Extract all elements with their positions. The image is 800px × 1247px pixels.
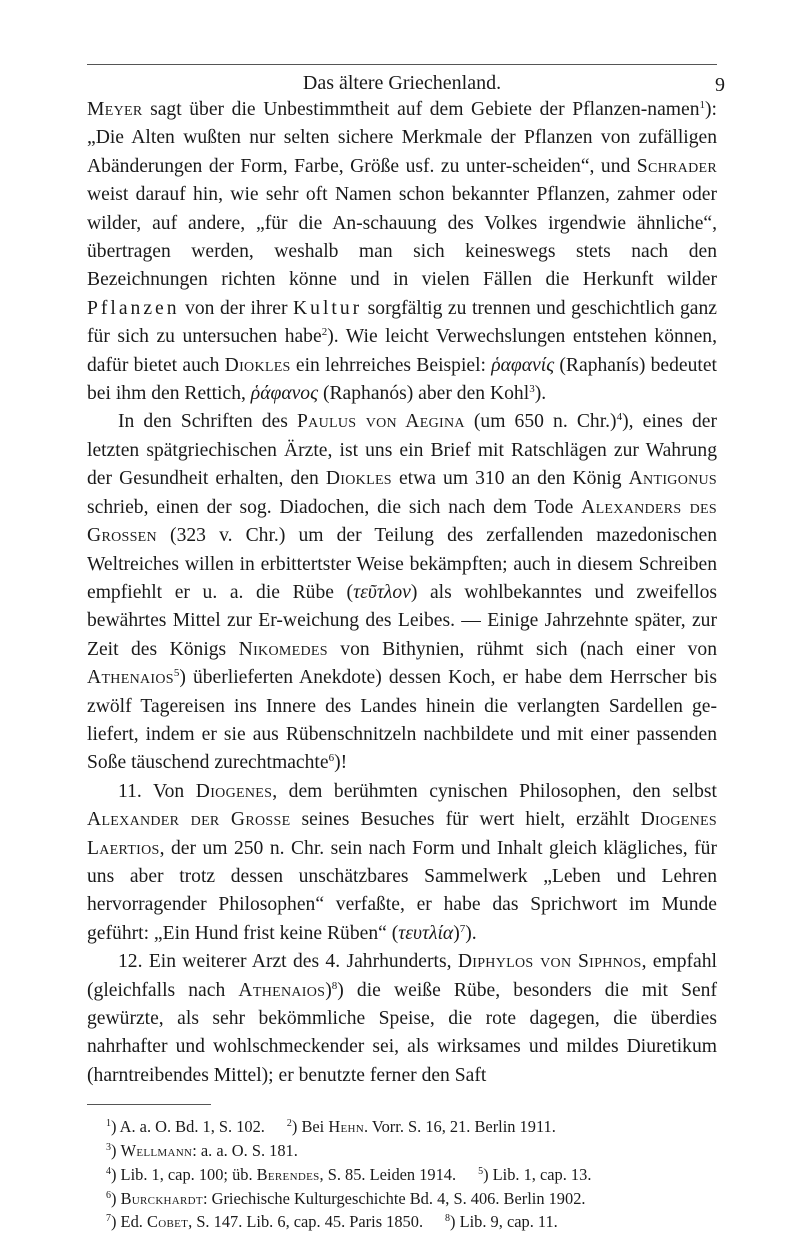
text-run: In den Schriften des bbox=[118, 411, 297, 433]
footnote-text: . Vorr. S. 16, 21. Berlin 1911. bbox=[363, 1117, 556, 1137]
text-run: schrieb, einen der sog. Diadochen, die sich nach dem Tode bbox=[87, 496, 582, 518]
author-name: Antigonus bbox=[628, 468, 718, 490]
text-run: ). bbox=[465, 922, 477, 944]
text-run: weist darauf hin, wie sehr oft Namen schon bekannter Pflanzen, zahmer oder wilder, auf andere, „für die An-schauung des Volkes irgendwie ähnliche“, übertragen werden, weshalb man sich keineswegs stets nach den Bezeichnungen richten könne und in vielen Fällen die Herkunft wilder bbox=[87, 184, 717, 291]
greek-word: τεῦτλον bbox=[353, 581, 411, 603]
author-name: Diokles bbox=[325, 468, 392, 490]
author-name: Athenaios bbox=[238, 979, 326, 1001]
author-name: Alexander der Grosse bbox=[87, 809, 291, 831]
footnotes bbox=[87, 1115, 717, 1234]
footnote-text: ) Lib. 9, cap. 11. bbox=[450, 1212, 558, 1232]
paragraph-meyer bbox=[87, 96, 717, 408]
header-rule bbox=[87, 64, 717, 65]
footnote-ref: 4 bbox=[616, 411, 623, 424]
footnote-line bbox=[87, 1187, 717, 1211]
text-run: etwa um 310 an den König bbox=[391, 468, 629, 490]
text-run: 12. Ein weiterer Arzt des 4. Jahrhunderts, bbox=[118, 951, 458, 973]
author-name: Paulus von Aegina bbox=[296, 411, 465, 433]
greek-word: ῥάφανος bbox=[250, 383, 319, 405]
text-run: , der um 250 n. Chr. sein nach Form und Inhalt gleich klägliches, für uns aber trotz dessen unschätzbares Sammelwerk „Leben und Lehren hervorragender Philosophen“ verfaßte, er habe das Sprichwort im Munde geführt: „Ein Hund frist keine Rüben“ ( bbox=[87, 837, 717, 944]
paragraph-paulus bbox=[87, 408, 717, 777]
footnote-text: : a. a. O. S. 181. bbox=[192, 1141, 298, 1161]
footnote-line bbox=[87, 1115, 717, 1139]
footnote-ref: 7 bbox=[459, 922, 466, 935]
footnote-text: ) bbox=[111, 1141, 121, 1161]
text-run: von der ihrer bbox=[179, 297, 294, 319]
text-run: sagt über die Unbestimmtheit auf dem Gebiete der Pflanzen-namen bbox=[142, 99, 700, 120]
footnote-author: Wellmann bbox=[120, 1141, 193, 1161]
text-run: )! bbox=[334, 752, 348, 774]
author-name: Diokles bbox=[224, 354, 291, 376]
text-run: ) als wohlbekanntes und zweifellos bewährtes Mittel zur Er-weichung des Leibes. — Einige Jahrzehnte später, zur Zeit des Königs bbox=[87, 581, 718, 660]
text-run: seines Besuches für wert hielt, erzählt bbox=[290, 809, 641, 831]
emphasis: Pflanzen bbox=[87, 297, 180, 319]
author-name: Nikomedes bbox=[238, 638, 328, 660]
footnote-number: 5 bbox=[478, 1165, 484, 1177]
text-run: (Raphanís) bedeutet bei ihm den Rettich, bbox=[87, 354, 717, 405]
text-run: ). bbox=[534, 383, 547, 405]
text-run: (um 650 n. Chr.) bbox=[464, 411, 617, 433]
text-run: ein lehrreiches Beispiel: bbox=[290, 354, 492, 376]
emphasis: Kultur bbox=[293, 297, 363, 319]
footnote-text: ) Lib. 1, cap. 100; üb. bbox=[111, 1164, 257, 1184]
footnote-author: Berendes bbox=[256, 1164, 320, 1184]
footnote-ref: 6 bbox=[328, 752, 335, 765]
footnote-number: 4 bbox=[106, 1165, 111, 1177]
footnote-text: ) Ed. bbox=[111, 1212, 147, 1232]
greek-word: τευτλία bbox=[398, 922, 454, 944]
footnote-ref: 8 bbox=[331, 979, 338, 992]
book-page bbox=[87, 0, 725, 1234]
text-run: ), eines der letzten spätgriechischen Ärzte, ist uns ein Brief mit Ratschlägen zur Wahrung der Gesundheit erhalten, den bbox=[87, 411, 717, 490]
paragraph-diogenes bbox=[87, 778, 717, 948]
text-run: (Raphanós) aber den Kohl bbox=[318, 383, 530, 405]
footnote-line bbox=[87, 1139, 717, 1163]
footnote-text: ) Bei bbox=[291, 1117, 329, 1137]
footnote-text: ) A. a. O. Bd. 1, S. 102. bbox=[111, 1117, 265, 1137]
footnote-text: ) Lib. 1, cap. 13. bbox=[483, 1164, 592, 1184]
footnote-number: 2 bbox=[286, 1118, 292, 1130]
text-run: sorgfältig zu trennen und geschichtlich ganz für sich zu untersuchen habe bbox=[87, 297, 717, 348]
text-run: ) die weiße Rübe, besonders die mit Senf gewürzte, als sehr bekömmliche Speise, die rote dagegen, die überdies nahrhafter und wohlschmeckender sei, als wirksames und mildes Diuretikum (harntreibendes Mittel); er benutzte ferner den Saft bbox=[87, 979, 717, 1086]
author-name: Diogenes Laertios bbox=[87, 809, 717, 859]
footnote-text: , S. 147. Lib. 6, cap. 45. Paris 1850. bbox=[188, 1212, 424, 1232]
text-run: ). Wie leicht Verwechslungen entstehen können, dafür bietet auch bbox=[87, 326, 717, 376]
running-head: Das ältere Griechenland. bbox=[302, 72, 502, 94]
text-run: ) bbox=[453, 922, 460, 944]
text-run: 11. Von bbox=[118, 780, 196, 802]
author-name: Alexanders des Grossen bbox=[87, 496, 717, 547]
text-run: (323 v. Chr.) um der Teilung des zerfallenden mazedonischen Weltreiches willen in erbittertster Weise bekämpften; auch in diesem Schreiben empfiehlt er u. a. die Rübe ( bbox=[87, 525, 717, 603]
footnote-ref: 3 bbox=[529, 383, 535, 396]
author-name: Meyer bbox=[87, 99, 143, 120]
text-run: von Bithynien, rühmt sich (nach einer von bbox=[327, 638, 717, 660]
text-run: , dem berühmten cynischen Philosophen, den selbst bbox=[272, 780, 717, 802]
page-header bbox=[87, 0, 725, 96]
footnote-text: ) bbox=[111, 1188, 121, 1208]
footnote-author: Cobet bbox=[146, 1212, 189, 1232]
footnote-line bbox=[87, 1210, 717, 1234]
paragraph-diphylos bbox=[87, 948, 717, 1090]
footnote-author: Hehn bbox=[328, 1117, 364, 1137]
author-name: Diogenes bbox=[195, 780, 273, 802]
text-run: ) überlieferten Anekdote) dessen Koch, er habe dem Herrscher bis zwölf Tagereisen ins Innere des Landes hinein die verlangten Sardellen ge-liefert, indem er sie aus Rübenschnitzeln nachbildete und mit einer passenden Soße täuschend zurechtmachte bbox=[87, 667, 717, 774]
author-name: Diphylos von Siphnos bbox=[457, 951, 642, 973]
footnote-ref: 5 bbox=[173, 667, 180, 680]
text-run: , empfahl (gleichfalls nach bbox=[87, 951, 717, 1001]
greek-word: ῥαφανίς bbox=[491, 354, 555, 376]
footnote-text: , S. 85. Leiden 1914. bbox=[319, 1164, 457, 1184]
footnote-rule bbox=[87, 1104, 211, 1105]
footnote-number: 1 bbox=[106, 1118, 111, 1130]
body-text bbox=[87, 96, 717, 1090]
footnote-number: 3 bbox=[106, 1142, 111, 1154]
footnote-number: 6 bbox=[106, 1189, 111, 1201]
footnote-ref: 2 bbox=[321, 326, 328, 339]
footnote-ref: 1 bbox=[699, 99, 706, 111]
footnote-text: : Griechische Kulturgeschichte Bd. 4, S. 406. Berlin 1902. bbox=[202, 1188, 586, 1208]
author-name: Athenaios bbox=[87, 667, 174, 689]
text-run: ) bbox=[325, 979, 332, 1001]
text-run: ): „Die Alten wußten nur selten sichere Merkmale der Pflanzen von zufälligen Abänderungen der Form, Farbe, Größe usf. zu unter-scheiden“, und bbox=[87, 99, 717, 177]
footnote-number: 8 bbox=[445, 1213, 451, 1225]
page-number: 9 bbox=[715, 74, 725, 96]
footnote-number: 7 bbox=[106, 1213, 111, 1225]
author-name: Schrader bbox=[636, 155, 717, 177]
footnote-author: Burckhardt bbox=[120, 1188, 203, 1208]
footnote-line bbox=[87, 1163, 717, 1187]
